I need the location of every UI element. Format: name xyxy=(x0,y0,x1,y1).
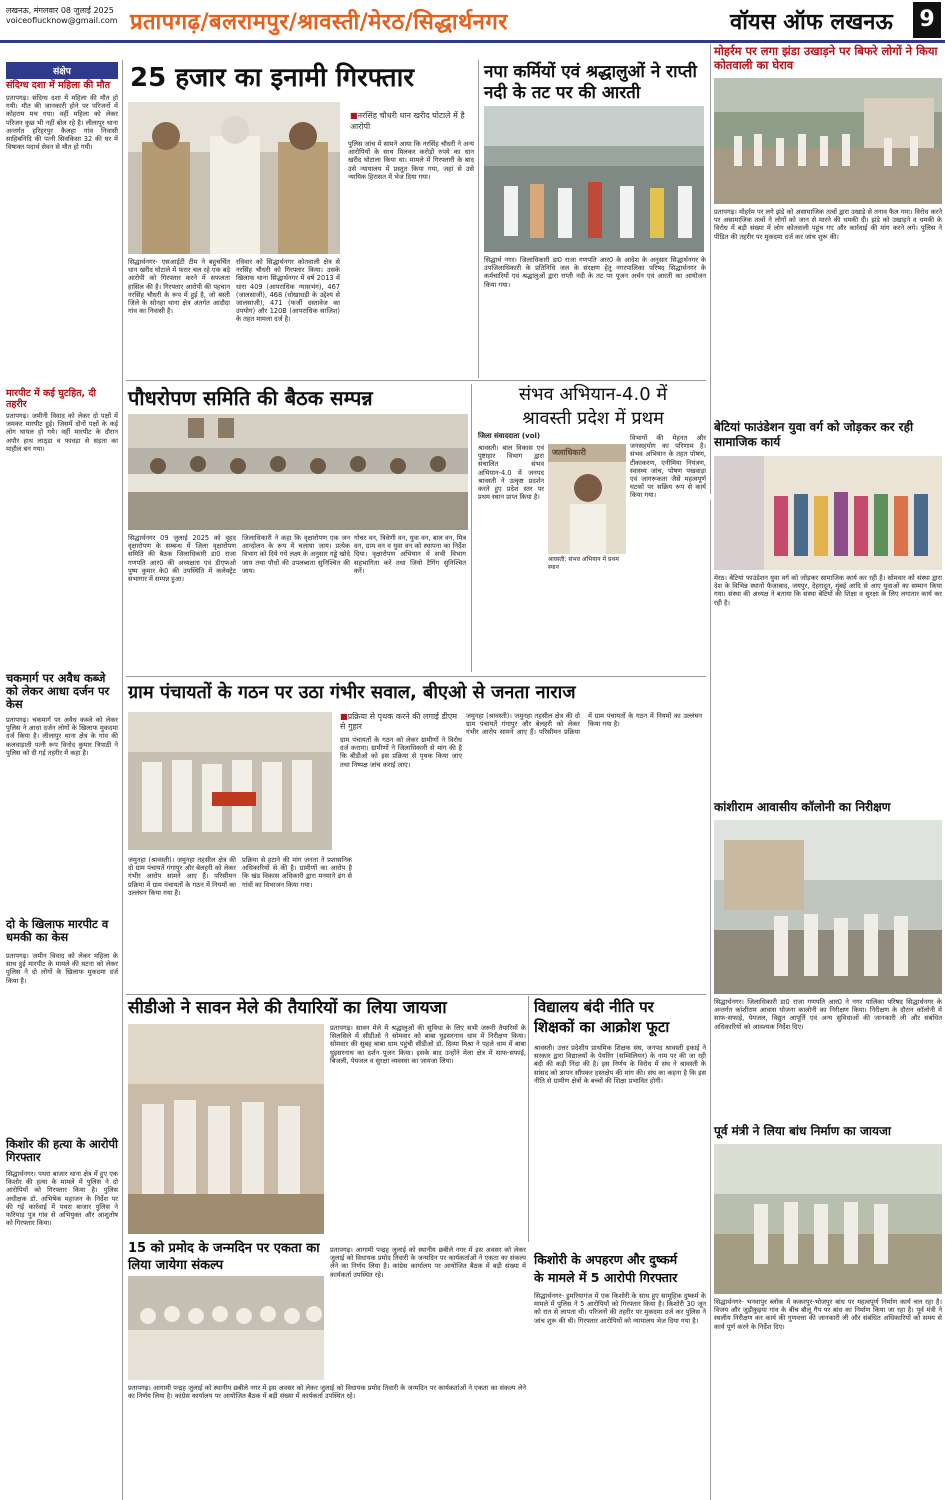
story1-body-b: रविवार को सिद्धार्थनगर कोतवाली क्षेत्र से नरसिंह चौधरी को गिरफ्तार किया। उसके खिलाफ थाना सिद्धार्थनगर में वर्ष 2013 में धारा 409 (आपराधिक न्यासभंग), 467 (जालसाजी), 468 (धोखाधड़ी के उद्देश्य से जालसाजी), 471 (फर्जी दस्तावेज का उपयोग) और 120B (आपराधिक साजिश) के तहत मामला दर्ज है। xyxy=(236,258,340,324)
story12-photo xyxy=(128,1276,324,1380)
section-label: संक्षेप xyxy=(6,62,118,79)
story12-headline: 15 को प्रमोद के जन्मदिन पर एकता का लिया जायेगा संकल्प xyxy=(128,1241,320,1273)
story4-body-a: सिद्धार्थनगर 09 जुलाई 2025 को वृहद वृक्षारोपण के सम्बन्ध में जिला वृक्षारोपण समिति की बैठक जिलाधिकारी डा0 राजा गणपति आर0 की अध्यक्षता एवं डीएफओ पुष्प कुमार के0 की उपस्थिति में कलेक्ट्रेट सभागार में सम्पन्न हुआ। xyxy=(128,534,236,584)
story5-body-b: विभागों की मेहनत और जनसहयोग का परिणाम है। संभव अभियान के तहत पोषण, टीकाकरण, एनीमिया नियंत्रण, स्वास्थ्य जांच, पोषण पखवाड़ा एवं जागरूकता जैसे महत्वपूर्ण घटकों पर सक्रिय रूप से कार्य किया गया। xyxy=(630,434,706,500)
story1-body-c: पुलिस जांच में सामने आया कि नरसिंह चौधरी ने अन्य आरोपियों के साथ मिलकर करोड़ों रुपये का धान खरीद घोटाला किया था। मामले में गिरफ्तारी के बाद उसे न्यायालय में प्रस्तुत किया गया, जहां से उसे न्यायिक हिरासत में भेज दिया गया। xyxy=(348,140,474,181)
divider xyxy=(126,676,706,677)
brief-headline-5: किशोर की हत्या के आरोपी गिरफ्तार xyxy=(6,1137,119,1164)
story4-photo xyxy=(128,414,468,530)
brief-body-5: सिद्धार्थनगर। पथरा बाजार थाना क्षेत्र में हुए एक किशोर की हत्या के मामले में पुलिस ने दो आरोपियों को गिरफ्तार किया है। पुलिस अधीक्षक डॉ. अभिषेक महाजन के निर्देश पर की गई कार्रवाई में पथरा बाजार पुलिस ने फरियाड़ पुत्र गांव से अभियुक्त और आशुतोष को गिरफ्तार किया। xyxy=(6,1170,118,1228)
story7-sub: ■ प्रक्रिया से पृथक करने की लगाई डीएम से गुहार xyxy=(340,712,462,732)
story11-photo xyxy=(714,1144,942,1294)
story8-headline: कांशीराम आवासीय कॉलोनी का निरीक्षण xyxy=(714,800,891,814)
story10-headline-a: विद्यालय बंदी नीति पर xyxy=(534,998,654,1016)
story2-photo xyxy=(484,106,704,252)
story5-photo-caption: श्रावस्ती: संभव अभियान में प्रथम स्थान xyxy=(548,556,619,571)
divider xyxy=(528,996,529,1242)
story8-body: सिद्धार्थनगर। जिलाधिकारी डा0 राजा गणपति आर0 ने नगर पालिका परिषद सिद्धार्थनगर के अन्तर्गत कांशीराम आवास योजना कालोनी का निरीक्षण किया। निरीक्षण के दौरान कॉलोनी में साफ-सफाई, पेयजल, विद्युत आपूर्ति एवं अन्य सुविधाओं की जानकारी ली और संबंधित अधिकारियों को आवश्यक निर्देश दिए। xyxy=(714,998,942,1031)
story3-body: प्रतापगढ़। मोहर्रम पर लगे झंडे को असामाजिक तत्वों द्वारा उखाड़े से तनाव फैल गया। विरोध करने पर असामाजिक तत्वों ने लोगों को जान से मारने की धमकी दी। झंडे को उखाड़ने व धमकी के विरोध में बड़ी संख्या में लोग कोतवाली पहुंच गए और कार्रवाई की मांग करने लगे। पुलिस ने पीड़ित की तहरीर पर मुकदमा दर्ज कर जांच शुरू की। xyxy=(714,208,942,241)
story1-bullet: ■ नरसिंह चौधरी धान खरीद घोटाले में है आरोपी xyxy=(350,110,475,132)
story10-headline-b: शिक्षकों का आक्रोश फूटा xyxy=(534,1018,670,1036)
story11-headline: पूर्व मंत्री ने लिया बांध निर्माण का जायजा xyxy=(714,1124,891,1138)
story10-body: श्रावस्ती। उत्तर प्रदेशीय प्राथमिक शिक्षक संघ, जनपद श्रावस्ती इकाई ने सरकार द्वारा विद्यालयों के पेयरिंग (सम्विलियन) के नाम पर की जा रही बंदी की कड़ी निंदा की है। इस निर्णय के विरोध में संघ ने श्रावस्ती के सांसद को ज्ञापन सौंपकर हस्तक्षेप की मांग की। संघ का कहना है कि इस नीति से ग्रामीण क्षेत्रों के बच्चों की शिक्षा प्रभावित होगी। xyxy=(534,1044,706,1085)
divider xyxy=(126,994,706,995)
story9-photo xyxy=(128,1024,324,1234)
story12-body: प्रतापगढ़। आगामी पन्द्रह जुलाई को स्थानीय छबीले नगर में इस अवसर को लेकर जुलाई को विधायक प्रमोद तिवारी के जन्मदिन पर कार्यकर्ताओं ने एकता का संकल्प लेने का निर्णय लिया है। कांग्रेस कार्यालय पर आयोजित बैठक में बड़ी संख्या में कार्यकर्ता उपस्थित रहे। xyxy=(330,1246,526,1279)
story13-headline-b: के मामले में 5 आरोपी गिरफ्तार xyxy=(534,1270,678,1285)
story2-headline: नपा कर्मियों एवं श्रद्धालुओं ने राप्ती नदी के तट पर की आरती xyxy=(484,62,697,103)
story5-headline-a: संभव अभियान-4.0 में xyxy=(518,384,668,405)
story13-headline-a: किशोरी के अपहरण और दुष्कर्म xyxy=(534,1252,678,1267)
story9-body: प्रतापगढ़। सावन मेले में श्रद्धालुओं की सुविधा के लिए सभी जरूरी तैयारियों के सिलसिले में सीडीओ ने सोमवार को बाबा घुइसरनाथ धाम में निरीक्षण किया। सोमवार की सुबह बाबा धाम पहुंची सीडीओ डॉ. दिव्या मिश्रा ने पहले धाम में बाबा घुइसरनाथ का दर्शन पूजन किया। इसके बाद उन्होंने मेला क्षेत्र में साफ-सफाई, बिजली, पेयजल व सुरक्षा व्यवस्था का जायजा लिया। xyxy=(330,1024,526,1065)
story5-photo xyxy=(548,444,626,554)
story7-body-c: ग्राम पंचायतों के गठन को लेकर ग्रामीणों ने विरोध दर्ज कराया। ग्रामीणों ने जिलाधिकारी से मांग की है कि बीडीओ को इस प्रक्रिया से पृथक किया जाए तथा निष्पक्ष जांच कराई जाए। xyxy=(340,736,462,769)
story4-headline: पौधरोपण समिति की बैठक सम्पन्न xyxy=(128,386,373,410)
brief-body-2: प्रतापगढ़। जमीनी विवाद को लेकर दो पक्षों में जमकर मारपीट हुई। जिसमें दोनों पक्षों के कई लोग घायल हो गये। वहीं मारपीट के दौरान अपौर हाथ लाठ्डा व फावड़ा से सड़ता का माहौल बन गया। xyxy=(6,412,118,453)
brief-headline-2: मारपीट में कई घुटहित, दी तहरीर xyxy=(6,388,96,410)
masthead-rule xyxy=(0,40,945,43)
story6-photo xyxy=(714,456,942,570)
story4-body-c: गोचर वन, त्रिवेणी वन, युवा वन, बाल वन, मित्र वन, ग्राम वन व युवा वन को स्थापना का निर्देश दिया। वृक्षारोपण अभियान में सभी विभाग सहभागिता करें तथा जियो टैगिंग सुनिश्चित करें। xyxy=(354,534,466,575)
divider xyxy=(478,60,479,378)
story8-photo xyxy=(714,820,942,994)
story1-headline: 25 हजार का इनामी गिरफ्तार xyxy=(130,63,414,93)
story6-headline: बेटियां फाउंडेशन युवा वर्ग को जोड़कर कर रही सामाजिक कार्य xyxy=(714,420,914,449)
story13-body: सिद्धार्थनगर- डुमरियागंज में एक किशोरी के साथ हुए सामूहिक दुष्कर्म के मामले में पुलिस ने 5 आरोपियों को गिरफ्तार किया है। किशोरी 30 जून को रात से लापता थी। परिजनों की तहरीर पर मुकदमा दर्ज कर पुलिस ने जांच शुरू की थी। गिरफ्तार आरोपियों को न्यायालय भेज दिया गया है। xyxy=(534,1292,706,1325)
divider xyxy=(710,44,711,494)
brief-body-4: प्रतापगढ़। जमीन विवाद को लेकर महिला के साथ हुई मारपीट के मामले की घटना को लेकर पुलिस ने दो लोगों के खिलाफ मुकदमा दर्ज किया है। xyxy=(6,952,118,985)
brief-headline-4: दो के खिलाफ मारपीट व धमकी का केस xyxy=(6,917,109,944)
brief-headline-3: चकमार्ग पर अवैध कब्जे को लेकर आधा दर्जन पर केस xyxy=(6,671,110,711)
story11-body: सिद्धार्थनगर- भनवापुर ब्लॉक में ककरपुर-भोजपुर बांध पर महत्वपूर्ण निर्माण कार्य चल रहा है। विजय और जुड़ीकुइया गांव के बीच बौलू गैप पर बांध का निर्माण किया जा रहा है। पूर्व मंत्री ने स्थलीय निरीक्षण कर कार्य की गुणवत्ता की जानकारी ली और संबंधित अधिकारियों को समय से कार्य पूर्ण करने के निर्देश दिए। xyxy=(714,1298,942,1331)
divider xyxy=(710,500,711,1500)
story5-body-a: श्रावस्ती। बाल विकास एवं पुष्टाहार विभाग द्वारा संचालित संभव अभियान-4.0 में जनपद श्रावस्ती ने उत्कृष्ट प्रदर्शन करते हुए प्रदेश स्तर पर प्रथम स्थान प्राप्त किया है। xyxy=(478,444,544,502)
story7-body-a: जमुनहा (श्रावस्ती)। जमुनहा तहसील क्षेत्र की दो ग्राम पंचायतें गंगापुर और बेलहरी को लेकर गंभीर आरोप सामने आए हैं। परिसीमन प्रक्रिया में ग्राम पंचायतों के गठन में नियमों का उल्लंघन किया गया है। xyxy=(128,856,236,897)
story5-headline-b: श्रावस्ती प्रदेश में प्रथम xyxy=(522,408,664,429)
story7-body-cont: जमुनहा (श्रावस्ती)। जमुनहा तहसील क्षेत्र की दो ग्राम पंचायतें गंगापुर और बेलहरी को लेकर गंभीर आरोप सामने आए हैं। परिसीमन प्रक्रिया में ग्राम पंचायतों के गठन में नियमों का उल्लंघन किया गया है। xyxy=(466,712,702,737)
story7-photo xyxy=(128,712,332,850)
story7-headline: ग्राम पंचायतों के गठन पर उठा गंभीर सवाल, बीएओ से जनता नाराज xyxy=(128,682,576,703)
story3-headline: मोहर्रम पर लगा झंडा उखाड़ने पर बिफरे लोगों ने किया कोतवाली का घेराव xyxy=(714,44,938,72)
story1-body-a: सिद्धार्थनगर- एसआईटी टीम ने बहुचर्चित धान खरीद घोटाले में फरार चल रहे एक बड़े आरोपी को गिरफ्तार करने में सफलता हासिल की है। गिरफ्तार आरोपी की पहचान नरसिंह चौधरी के रूप में हुई है, जो बस्ती जिले के सोनहा थाना क्षेत्र अंतर्गत आदौदा गांव का निवासी है। xyxy=(128,258,230,316)
story12-body-cont: प्रतापगढ़। आगामी पन्द्रह जुलाई को स्थानीय छबीले नगर में इस अवसर को लेकर जुलाई को विधायक प्रमोद तिवारी के जन्मदिन पर कार्यकर्ताओं ने एकता का संकल्प लेने का निर्णय लिया है। कांग्रेस कार्यालय पर आयोजित बैठक में बड़ी संख्या में कार्यकर्ता उपस्थित रहे। xyxy=(128,1384,526,1401)
story6-body: मेरठ। बेटियां फाउंडेशन युवा वर्ग को जोड़कर सामाजिक कार्य कर रही है। सोमवार को संस्था द्वारा देश के विभिन्न स्थानों फैजाबाद, जयपुर, देहरादून, मुंबई आदि से आए युवाओं का सम्मान किया गया। संस्था की अध्यक्ष ने बताया कि संस्था बेटियों की शिक्षा व सुरक्षा के लिए लगातार कार्य कर रही है। xyxy=(714,574,942,607)
masthead-site: voiceoflucknow@gmail.com xyxy=(6,16,118,25)
story5-dateline: जिला संवाददाता (vol) xyxy=(478,432,541,440)
brief-body-3: प्रतापगढ़। चकमार्ग पर अवैध कब्जे को लेकर पुलिस ने आधा दर्जन लोगों के खिलाफ मुकदमा दर्ज किया है। लीलापुर थाना क्षेत्र के गांव की कलवाड़ाती पत्नी रूप विनोद कुमार त्रिपाठी ने पुलिस को दी गई तहरीर में कहा है। xyxy=(6,716,118,757)
column-divider xyxy=(122,60,123,1500)
story3-photo xyxy=(714,78,942,204)
divider xyxy=(471,384,472,672)
masthead-date: लखनऊ, मंगलवार 08 जुलाई 2025 xyxy=(6,6,114,15)
masthead-dateline xyxy=(6,6,118,26)
story7-body-b: प्रक्रिया से हटाने की मांग जनता ने प्रशासनिक अधिकारियों से की है। ग्रामीणों का आरोप है कि खंड विकास अधिकारी द्वारा मनमाने ढंग से गांवों का विभाजन किया गया। xyxy=(242,856,352,889)
brief-body-1: प्रतापगढ़। संदिग्ध दशा में महिला की मौत हो गयी। मौत की जानकारी होने पर परिजनों में कोहराम मच गया। वहीं महिला को लेकर परिजन कुछ भी नहीं बोल रहे है। लीलापुर थाना अन्तर्गत हरिहरपुर कैलहा गांव निवासी साहिबनिदि की पत्नी सिवकिसा 32 की घर में विषाक्त पदार्थ सेवन से मौत हो गयी। xyxy=(6,94,118,152)
story2-body: सिद्धार्थ नगर। जिलाधिकारी डा0 राजा गणपति आर0 के आदेश के अनुसार सिद्धार्थनगर के उपजिलाधिकारी के प्रतिनिधि जल के संरक्षण हेतु नगरपालिका परिषद सिद्धार्थनगर के कर्मचारियों एवं श्रद्धालुओं द्वारा राप्ती नदी के तट पर पूजन अर्चन एवं आरती का आयोजन किया गया। xyxy=(484,256,706,289)
story4-body-b: जिलाधिकारी ने कहा कि वृक्षारोपण एक जन आन्दोलन के रूप में चलाया जाय। प्रत्येक विभाग को दिये गये लक्ष्य के अनुसार गड्ढे खोदे जाय तथा पौधों की उपलब्धता सुनिश्चित की जाय। xyxy=(242,534,350,575)
story9-headline: सीडीओ ने सावन मेले की तैयारियों का लिया जायजा xyxy=(128,998,447,1018)
brief-headline-1: संदिग्ध दशा में महिला की मौत xyxy=(6,80,111,91)
page-number: 9 xyxy=(913,2,941,38)
masthead-regions: प्रतापगढ़/बलरामपुर/श्रावस्ती/मेरठ/सिद्धार्थनगर xyxy=(130,9,508,35)
story1-photo xyxy=(128,102,340,254)
masthead-brand: वॉयस ऑफ लखनऊ xyxy=(730,9,893,35)
divider xyxy=(126,380,706,381)
story5-photo-label: जलाधिकारी xyxy=(552,448,586,457)
